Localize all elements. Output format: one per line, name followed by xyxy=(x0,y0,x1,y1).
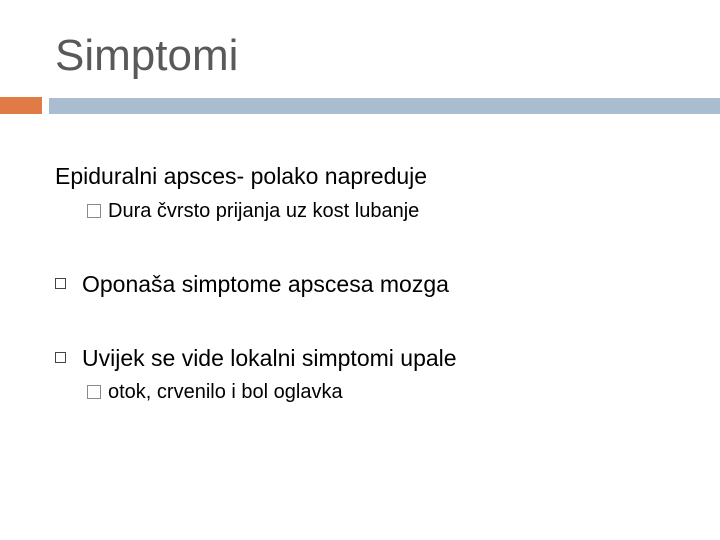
sub-bullet-item xyxy=(87,200,419,223)
heading-line xyxy=(55,163,427,190)
bullet-text: Oponaša simptome apscesa mozga xyxy=(82,271,449,297)
square-bullet-icon xyxy=(87,385,101,399)
heading-term: Epiduralni xyxy=(55,163,158,189)
sub-bullet-text: Dura čvrsto prijanja uz kost lubanje xyxy=(108,200,420,222)
sub-bullet-text: otok, crvenilo i bol oglavka xyxy=(108,381,343,403)
accent-bar-orange xyxy=(0,97,42,114)
square-bullet-icon xyxy=(55,352,66,363)
square-bullet-icon xyxy=(55,278,66,289)
accent-bar-blue xyxy=(49,98,720,114)
bullet-text: Uvijek se vide lokalni simptomi upale xyxy=(82,345,457,371)
sub-bullet-item xyxy=(87,381,343,404)
square-bullet-icon xyxy=(87,204,101,218)
heading-rest: apsces- polako napreduje xyxy=(157,163,428,189)
slide-title: Simptomi xyxy=(55,31,239,80)
